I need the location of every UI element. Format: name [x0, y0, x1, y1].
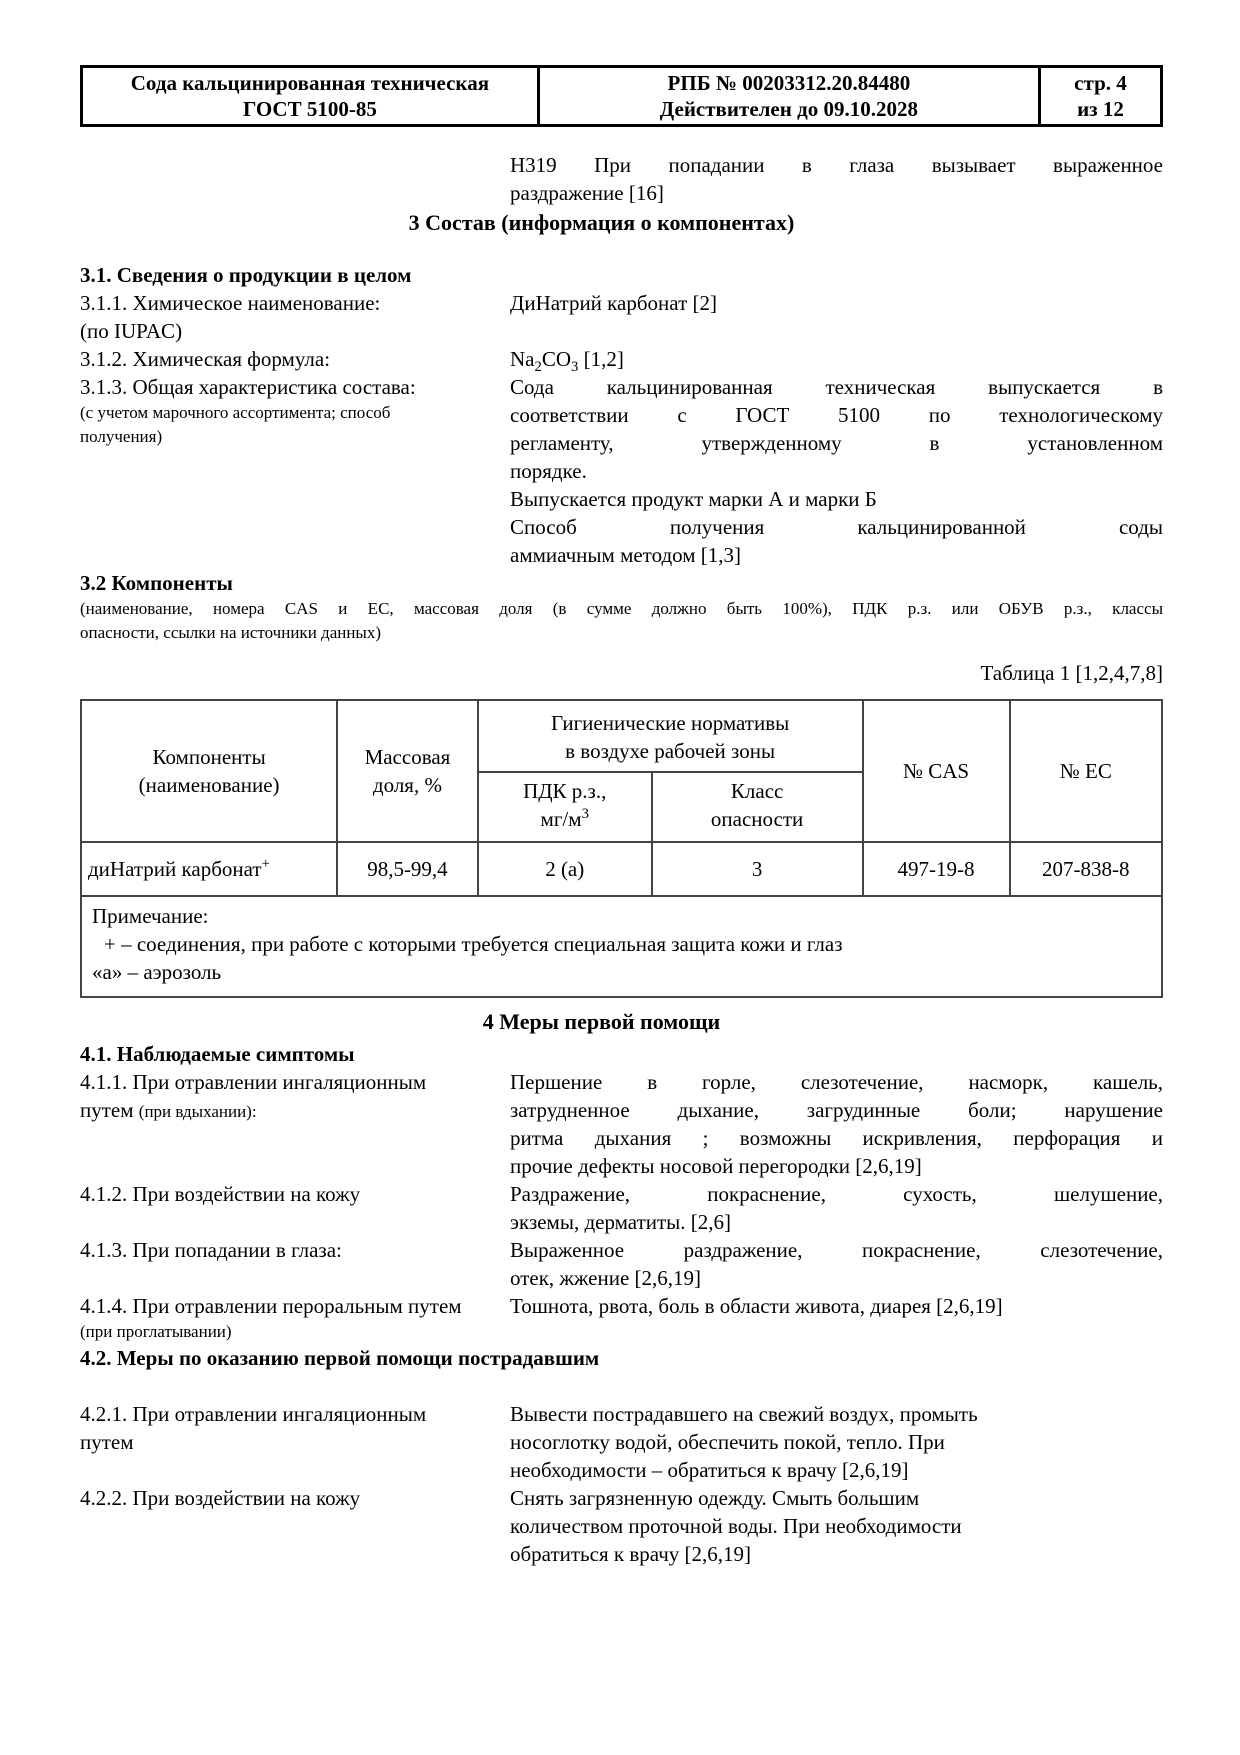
symptom-text-line: ритма дыхания ; возможны искривления, перфорация и: [510, 1126, 1163, 1150]
production-method-paragraph: [510, 513, 1163, 569]
firstaid-text-line: Снять загрязненную одежду. Смыть большим: [510, 1486, 920, 1510]
component-pdk-cell: 2 (а): [478, 842, 652, 896]
hazard-statement: [510, 151, 1163, 207]
col-header-line: Гигиенические нормативы: [550, 711, 790, 735]
component-mass-cell: 98,5-99,4: [337, 842, 478, 896]
symptom-oral-value: [510, 1292, 1163, 1320]
component-name: диНатрий карбонат: [88, 857, 262, 881]
col-header-line: (наименование): [138, 773, 280, 797]
firstaid-text-line: носоглотку водой, обеспечить покой, тепло. При: [510, 1430, 945, 1454]
formula-part: CO: [541, 347, 572, 371]
symptom-skin-row: [80, 1180, 1163, 1236]
note-title: Примечание:: [92, 904, 209, 928]
section3-title: 3 Состав (информация о компонентах): [408, 210, 795, 235]
section32-description-line: опасности, ссылки на источники данных): [80, 623, 382, 642]
pdk-unit: мг/м: [540, 807, 582, 831]
col-header-pdk: [478, 772, 652, 842]
passport-number: РПБ № 00203312.20.84480: [667, 71, 911, 95]
doc-header-row: [82, 67, 1162, 126]
production-method-line: аммиачным методом [1,3]: [510, 543, 742, 567]
section31-title: 3.1. Сведения о продукции в целом: [80, 263, 412, 287]
field-composition-characteristic: [80, 373, 1163, 569]
col-header-line: ПДК р.з.,: [523, 779, 607, 803]
field-label-iupac: (по IUPAC): [80, 319, 183, 343]
symptom-skin-label: 4.1.2. При воздействии на кожу: [80, 1182, 361, 1206]
field-chemical-name-label: [80, 289, 510, 345]
table-note-row: [81, 896, 1162, 997]
symptom-inhalation-value: [510, 1068, 1163, 1180]
col-header-hygiene-standards: [478, 700, 863, 772]
page-number: стр. 4: [1074, 71, 1127, 95]
product-name: Сода кальцинированная техническая: [130, 71, 490, 95]
formula-reference: [1,2]: [578, 347, 624, 371]
symptom-text-line: Раздражение, покраснение, сухость, шелушение,: [510, 1182, 1163, 1206]
product-grades-line: Выпускается продукт марки А и марки Б: [510, 487, 877, 511]
doc-header-table: [80, 65, 1163, 127]
field-label-line: 4.1.4. При отравлении пероральным путем: [80, 1294, 462, 1318]
symptom-text-line: прочие дефекты носовой перегородки [2,6,19]: [510, 1154, 922, 1178]
col-header-line: в воздухе рабочей зоны: [565, 739, 776, 763]
field-chemical-formula-value: [510, 345, 1163, 376]
field-chemical-name: [80, 289, 1163, 345]
firstaid-text-line: Вывести пострадавшего на свежий воздух, промыть: [510, 1402, 978, 1426]
note-plus-line: + – соединения, при работе с которыми требуется специальная защита кожи и глаз: [104, 932, 843, 956]
production-method-line: Способ получения кальцинированной соды: [510, 515, 1163, 539]
firstaid-skin-label: 4.2.2. При воздействии на кожу: [80, 1486, 361, 1510]
symptom-text-line: Тошнота, рвота, боль в области живота, диарея [2,6,19]: [510, 1294, 1003, 1318]
field-label-line: [80, 1096, 492, 1124]
section4-title: 4 Меры первой помощи: [482, 1009, 721, 1034]
composition-paragraph: [510, 373, 1163, 485]
firstaid-text-line: необходимости – обратиться к врачу [2,6,19]: [510, 1458, 909, 1482]
component-cas-cell: 497-19-8: [863, 842, 1010, 896]
component-row: [81, 842, 1162, 896]
note-aerosol-line: «а» – аэрозоль: [92, 960, 222, 984]
formula-part: Na: [510, 347, 535, 371]
symptom-text-line: затрудненное дыхание, загрудинные боли; нарушение: [510, 1098, 1163, 1122]
symptom-text-line: Першение в горле, слезотечение, насморк, кашель,: [510, 1070, 1163, 1094]
composition-text-line: соответствии с ГОСТ 5100 по технологическому: [510, 403, 1163, 427]
symptom-oral-row: [80, 1292, 1163, 1344]
section32-description: [80, 597, 1163, 645]
component-name-superscript: +: [261, 856, 270, 872]
page-total: из 12: [1077, 97, 1124, 121]
composition-text-line: Сода кальцинированная техническая выпускается в: [510, 375, 1163, 399]
composition-text-line: порядке.: [510, 459, 587, 483]
section32-title: 3.2 Компоненты: [80, 571, 233, 595]
component-ec-cell: 207-838-8: [1010, 842, 1162, 896]
field-label-line: 4.2.1. При отравлении ингаляционным: [80, 1402, 427, 1426]
spacer: [80, 1372, 1163, 1400]
col-header-line: Компоненты: [152, 745, 266, 769]
field-sublabel-line: получения): [80, 427, 163, 446]
field-label-line: путем: [80, 1430, 134, 1454]
component-class-cell: 3: [652, 842, 863, 896]
field-chemical-formula: [80, 345, 1163, 376]
hazard-statement-line: раздражение [16]: [510, 181, 664, 205]
field-label-part: путем: [80, 1098, 139, 1122]
col-header-line: доля, %: [372, 773, 442, 797]
formula-subscript: 2: [534, 359, 542, 376]
section42-title: 4.2. Меры по оказанию первой помощи пострадавшим: [80, 1346, 600, 1370]
field-composition-label: [80, 373, 510, 449]
field-label-line: 4.1.1. При отравлении ингаляционным: [80, 1070, 427, 1094]
components-header-row: [81, 700, 1162, 772]
field-label-line: 3.1.3. Общая характеристика состава:: [80, 375, 416, 399]
col-header-ec: № ЕС: [1010, 700, 1162, 842]
symptom-oral-label: [80, 1292, 510, 1344]
section32-description-line: (наименование, номера CAS и ЕС, массовая доля (в сумме должно быть 100%), ПДК р.з. или ОБУВ р.з., классы: [80, 599, 1163, 618]
symptom-eyes-row: [80, 1236, 1163, 1292]
col-header-cas: № CAS: [863, 700, 1010, 842]
component-name-cell: [81, 842, 337, 896]
field-label-small: (при вдыхании):: [138, 1102, 257, 1121]
hazard-statement-line: Н319 При попадании в глаза вызывает выраженное: [510, 153, 1163, 177]
header-page-cell: [1039, 67, 1161, 126]
header-passport-cell: [538, 67, 1039, 126]
firstaid-skin-row: [80, 1484, 1163, 1568]
symptom-eyes-value: [510, 1236, 1163, 1292]
col-header-line: опасности: [710, 807, 804, 831]
field-sublabel-line: (с учетом марочного ассортимента; способ: [80, 403, 391, 422]
symptom-text-line: отек, жжение [2,6,19]: [510, 1266, 702, 1290]
symptom-inhalation-row: [80, 1068, 1163, 1180]
field-chemical-formula-label: 3.1.2. Химическая формула:: [80, 347, 331, 371]
firstaid-inhalation-value: [510, 1400, 1163, 1484]
symptom-text-line: экземы, дерматиты. [2,6]: [510, 1210, 732, 1234]
symptom-eyes-label: 4.1.3. При попадании в глаза:: [80, 1238, 342, 1262]
firstaid-text-line: обратиться к врачу [2,6,19]: [510, 1542, 752, 1566]
col-header-hazard-class: [652, 772, 863, 842]
firstaid-text-line: количеством проточной воды. При необходимости: [510, 1514, 962, 1538]
field-label-small: (при проглатывании): [80, 1322, 232, 1341]
firstaid-inhalation-row: [80, 1400, 1163, 1484]
symptom-skin-value: [510, 1180, 1163, 1236]
passport-validity: Действителен до 09.10.2028: [659, 97, 918, 121]
table1-caption: Таблица 1 [1,2,4,7,8]: [980, 661, 1163, 685]
table-note-cell: [81, 896, 1162, 997]
col-header-line: [485, 805, 645, 833]
symptom-text-line: Выраженное раздражение, покраснение, слезотечение,: [510, 1238, 1163, 1262]
field-composition-value: [510, 373, 1163, 569]
col-header-mass-fraction: [337, 700, 478, 842]
formula-subscript: 3: [571, 359, 579, 376]
field-chemical-name-value: ДиНатрий карбонат [2]: [510, 291, 717, 315]
firstaid-inhalation-label: [80, 1400, 510, 1456]
symptom-inhalation-label: [80, 1068, 510, 1124]
header-product-cell: [82, 67, 539, 126]
field-label-line: 3.1.1. Химическое наименование:: [80, 291, 381, 315]
pdk-unit-superscript: 3: [581, 806, 589, 822]
firstaid-skin-value: [510, 1484, 1163, 1568]
section41-title: 4.1. Наблюдаемые симптомы: [80, 1042, 355, 1066]
col-header-components: [81, 700, 337, 842]
col-header-line: Класс: [730, 779, 784, 803]
composition-text-line: регламенту, утвержденному в установленном: [510, 431, 1163, 455]
col-header-line: Массовая: [364, 745, 451, 769]
components-table: [80, 699, 1163, 998]
product-gost: ГОСТ 5100-85: [242, 97, 377, 121]
